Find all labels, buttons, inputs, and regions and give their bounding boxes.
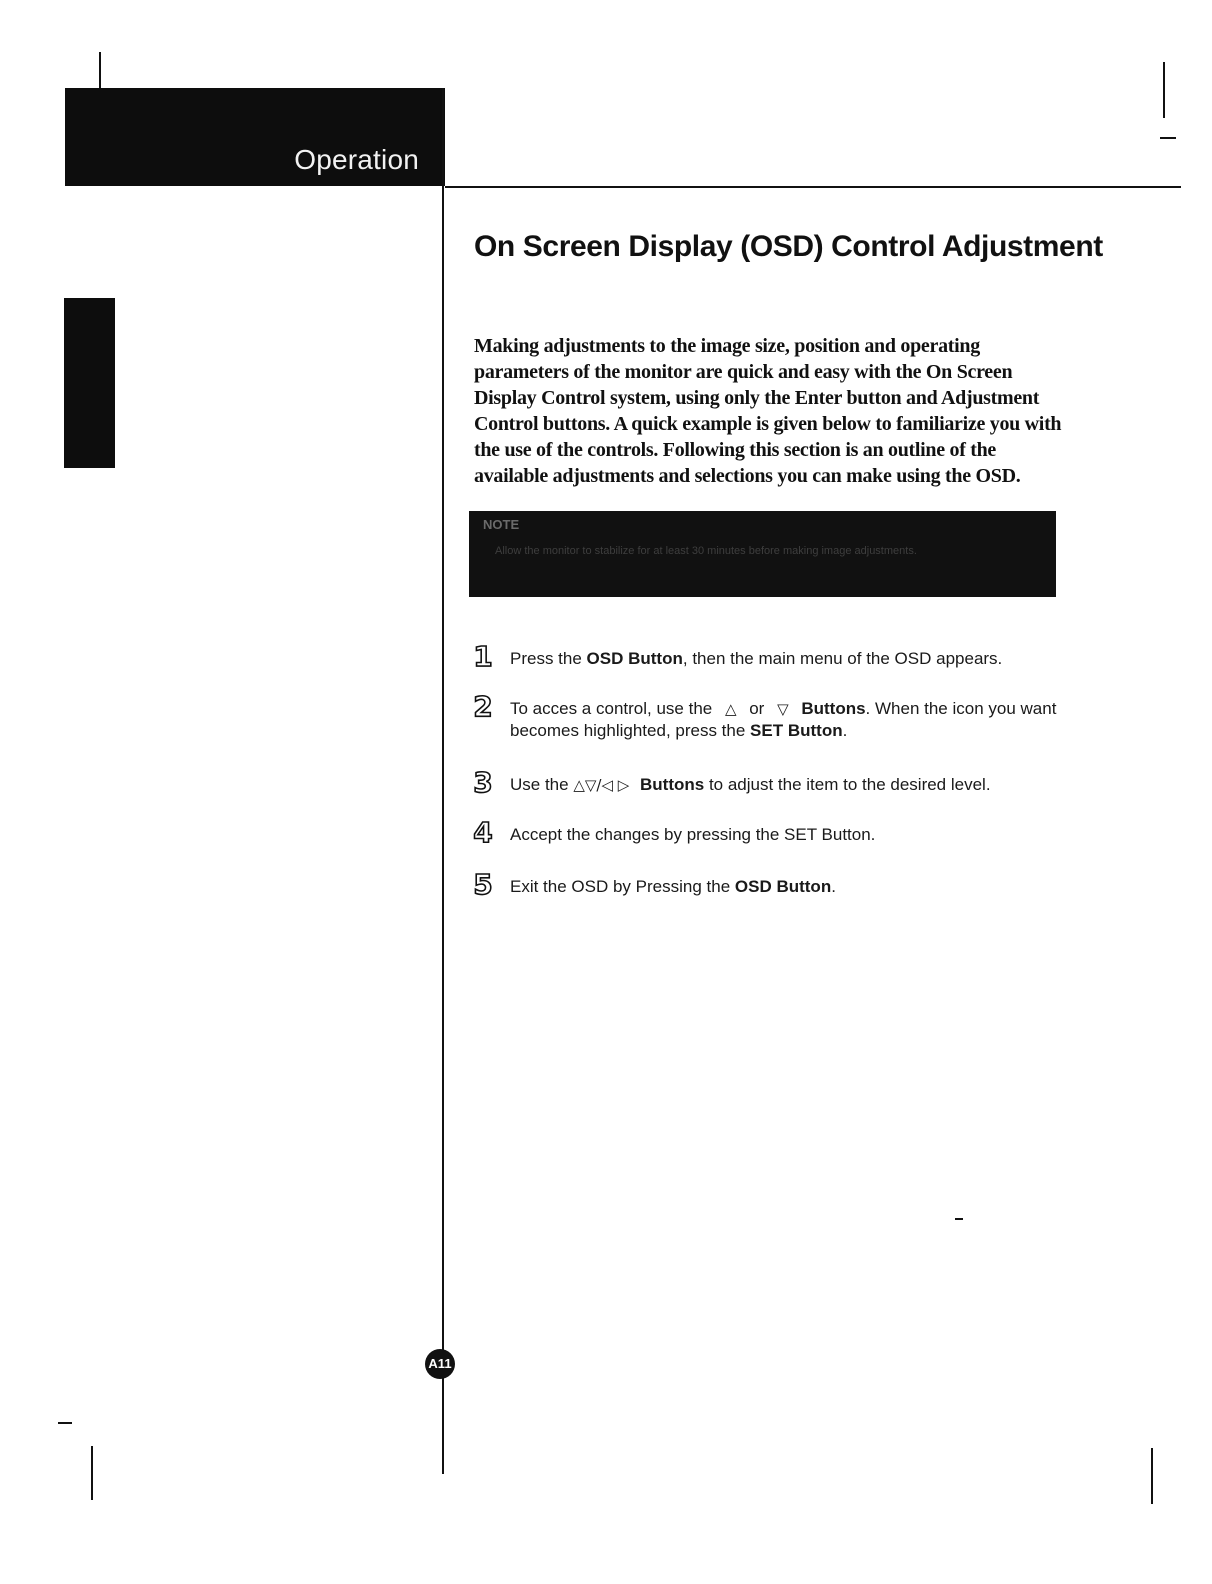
section-tab: [64, 298, 115, 468]
header-rule: [445, 186, 1181, 188]
crop-mark-bottom-left: [91, 1446, 93, 1500]
crop-mark-top-left: [99, 52, 101, 88]
crop-mark-top-right: [1163, 62, 1165, 118]
step-number-5-icon: 5: [473, 868, 493, 901]
step-4: [468, 816, 1110, 849]
step-1: [468, 640, 1110, 673]
step-2: [468, 690, 1110, 742]
step-number-1-icon: 1: [473, 640, 493, 673]
step-number-3-icon: 3: [473, 766, 493, 799]
page-number-badge: A11: [425, 1349, 455, 1379]
triangle-up-icon: △: [724, 700, 737, 718]
step-emphasis: OSD Button: [734, 877, 832, 896]
note-text: Allow the monitor to stabilize for at least 30 minutes before making image adjustments.: [495, 545, 917, 557]
stray-mark: [955, 1218, 963, 1220]
step-text: or: [744, 699, 770, 718]
step-text: .: [842, 721, 848, 740]
step-text: , then the main menu of the OSD appears.: [682, 649, 1003, 668]
arrow-buttons-icon: △▽/◁ ▷: [573, 776, 630, 794]
step-text: .: [831, 877, 836, 896]
header-title: Operation: [294, 144, 419, 175]
column-divider: [442, 88, 444, 1474]
note-box: [469, 511, 1056, 597]
step-emphasis: Buttons: [635, 775, 705, 794]
step-text: . When the icon you want becomes highlighted, press the: [510, 699, 1057, 740]
step-emphasis: OSD Button: [586, 649, 683, 668]
step-number-2-icon: 2: [473, 690, 493, 723]
intro-paragraph: Making adjustments to the image size, position and operating parameters of the monitor are quick and easy with the On Screen Display Control system, using only the Enter button and Adjustment Control buttons. A quick example is given below to familiarize you with the use of the controls. Following this section is an outline of the available adjustments and selections you can make using the OSD.: [474, 335, 1062, 487]
step-5: [468, 868, 1110, 901]
crop-mark-bottom-left-tick: [58, 1422, 72, 1424]
step-number-4-icon: 4: [473, 816, 493, 849]
step-text: Press the: [510, 649, 587, 668]
step-emphasis: SET Button: [750, 721, 843, 740]
step-text: Accept the changes by pressing the SET Button.: [510, 825, 876, 844]
step-text: To acces a control, use the: [510, 699, 717, 718]
crop-mark-bottom-right: [1151, 1448, 1153, 1504]
step-text: Exit the OSD by Pressing the: [510, 877, 735, 896]
step-text: to adjust the item to the desired level.: [704, 775, 991, 794]
step-3: [468, 766, 1110, 799]
step-emphasis: Buttons: [796, 699, 866, 718]
header-band: [65, 88, 445, 186]
note-label: NOTE: [483, 517, 520, 532]
crop-mark-right-tick: [1160, 137, 1176, 139]
page-title: On Screen Display (OSD) Control Adjustment: [474, 230, 1103, 263]
step-text: Use the: [510, 775, 574, 794]
triangle-down-icon: ▽: [777, 700, 789, 718]
